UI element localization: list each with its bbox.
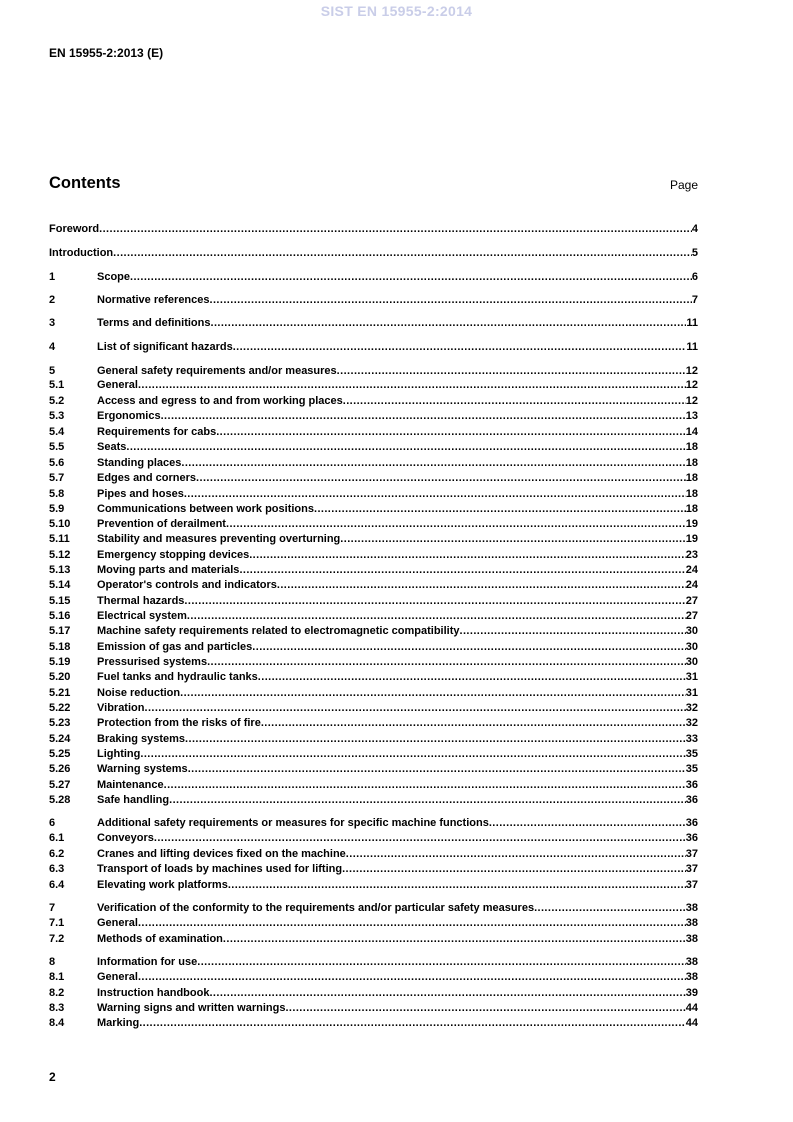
toc-entry[interactable] xyxy=(49,862,698,877)
toc-entry-page: 38 xyxy=(685,917,698,929)
toc-dot-leader xyxy=(144,701,685,716)
toc-entry-page: 36 xyxy=(685,794,698,806)
toc-entry-number: 5.16 xyxy=(49,610,71,622)
toc-entry-page: 23 xyxy=(685,549,698,561)
toc-entry-title: Conveyors xyxy=(97,832,154,844)
toc-entry-page: 6 xyxy=(691,271,698,283)
toc-entry-title: Transport of loads by machines used for lifting xyxy=(97,863,343,875)
toc-entry-page: 44 xyxy=(685,1017,698,1029)
toc-entry-title: Pipes and hoses xyxy=(97,488,184,500)
toc-entry-number: 5.23 xyxy=(49,717,71,729)
toc-entry[interactable] xyxy=(49,762,698,777)
toc-entry[interactable] xyxy=(49,340,698,355)
toc-entry-page: 11 xyxy=(686,341,698,353)
toc-entry-number: 5.19 xyxy=(49,656,71,668)
toc-entry[interactable] xyxy=(49,378,698,393)
toc-entry-page: 5 xyxy=(691,247,698,259)
toc-entry[interactable] xyxy=(49,456,698,471)
toc-entry-page: 38 xyxy=(685,933,698,945)
toc-entry-title: List of significant hazards xyxy=(97,341,233,353)
toc-dot-leader xyxy=(130,270,692,285)
toc-entry-page: 38 xyxy=(685,956,698,968)
toc-entry-number: 7 xyxy=(49,902,56,914)
toc-entry[interactable] xyxy=(49,970,698,985)
toc-dot-leader xyxy=(210,316,686,331)
toc-entry-number: 5.7 xyxy=(49,472,65,484)
toc-entry-page: 38 xyxy=(685,971,698,983)
page-number: 2 xyxy=(49,1070,56,1084)
toc-entry-page: 36 xyxy=(685,779,698,791)
watermark: SIST EN 15955-2:2014 xyxy=(320,3,473,19)
toc-entry-number: 4 xyxy=(49,341,56,353)
toc-entry-number: 3 xyxy=(49,317,56,329)
toc-entry-page: 35 xyxy=(685,748,698,760)
toc-entry-page: 30 xyxy=(685,656,698,668)
toc-entry-page: 30 xyxy=(685,625,698,637)
toc-entry-number: 6.4 xyxy=(49,879,65,891)
toc-entry-title: Elevating work platforms xyxy=(97,879,228,891)
toc-entry-title: Moving parts and materials xyxy=(97,564,240,576)
toc-entry-page: 19 xyxy=(685,533,698,545)
toc-entry-page: 36 xyxy=(685,817,698,829)
toc-entry-title: Verification of the conformity to the requirements and/or particular safety measures xyxy=(97,902,535,914)
toc-dot-leader xyxy=(239,563,685,578)
toc-entry-number: 5.15 xyxy=(49,595,71,607)
toc-entry-page: 44 xyxy=(685,1002,698,1014)
toc-entry[interactable] xyxy=(49,440,698,455)
toc-entry-page: 37 xyxy=(685,863,698,875)
toc-entry-title: Foreword xyxy=(49,223,100,235)
toc-entry-title: General safety requirements and/or measures xyxy=(97,365,337,377)
toc-entry-page: 12 xyxy=(685,379,698,391)
toc-entry[interactable] xyxy=(49,1001,698,1016)
toc-dot-leader xyxy=(340,532,685,547)
toc-entry-number: 5.5 xyxy=(49,441,65,453)
toc-entry-title: Emergency stopping devices xyxy=(97,549,250,561)
toc-entry-number: 5.14 xyxy=(49,579,71,591)
toc-entry[interactable] xyxy=(49,916,698,931)
document-id: EN 15955-2:2013 (E) xyxy=(49,46,164,60)
toc-entry[interactable] xyxy=(49,532,698,547)
toc-dot-leader xyxy=(187,609,686,624)
toc-entry[interactable] xyxy=(49,1016,698,1031)
toc-entry-page: 24 xyxy=(685,564,698,576)
toc-entry[interactable] xyxy=(49,425,698,440)
toc-entry-title: Scope xyxy=(97,271,131,283)
toc-entry-title: Introduction xyxy=(49,247,114,259)
toc-entry-number: 8.2 xyxy=(49,987,65,999)
toc-entry[interactable] xyxy=(49,517,698,532)
toc-dot-leader xyxy=(226,517,686,532)
toc-entry[interactable] xyxy=(49,686,698,701)
toc-entry[interactable] xyxy=(49,502,698,517)
toc-entry-page: 39 xyxy=(685,987,698,999)
toc-entry-title: Thermal hazards xyxy=(97,595,185,607)
toc-dot-leader xyxy=(285,1001,685,1016)
toc-entry-page: 27 xyxy=(685,610,698,622)
toc-entry-page: 11 xyxy=(686,317,698,329)
toc-entry-title: General xyxy=(97,971,138,983)
toc-dot-leader xyxy=(184,487,686,502)
toc-entry-number: 5.9 xyxy=(49,503,65,515)
toc-entry-number: 5.22 xyxy=(49,702,71,714)
toc-entry-number: 5.6 xyxy=(49,457,65,469)
toc-entry[interactable] xyxy=(49,394,698,409)
toc-dot-leader xyxy=(196,471,686,486)
toc-entry-page: 18 xyxy=(685,472,698,484)
toc-entry[interactable] xyxy=(49,831,698,846)
toc-entry[interactable] xyxy=(49,548,698,563)
toc-dot-leader xyxy=(228,878,686,893)
toc-dot-leader xyxy=(169,793,686,808)
toc-entry-number: 5.11 xyxy=(49,533,70,545)
toc-entry[interactable] xyxy=(49,316,698,331)
toc-dot-leader xyxy=(139,1016,686,1031)
toc-entry[interactable] xyxy=(49,878,698,893)
toc-dot-leader xyxy=(252,640,685,655)
toc-dot-leader xyxy=(184,594,685,609)
toc-entry-title: Cranes and lifting devices fixed on the machine xyxy=(97,848,346,860)
toc-entry-page: 35 xyxy=(685,763,698,775)
toc-entry-number: 8 xyxy=(49,956,56,968)
toc-entry-number: 5.27 xyxy=(49,779,71,791)
toc-entry-page: 38 xyxy=(685,902,698,914)
toc-dot-leader xyxy=(164,778,686,793)
toc-entry-number: 5.18 xyxy=(49,641,71,653)
toc-dot-leader xyxy=(154,831,686,846)
toc-entry-title: Edges and corners xyxy=(97,472,197,484)
toc-dot-leader xyxy=(534,901,686,916)
toc-entry-title: Standing places xyxy=(97,457,182,469)
toc-entry-title: Emission of gas and particles xyxy=(97,641,253,653)
toc-entry-page: 12 xyxy=(685,365,698,377)
toc-entry[interactable] xyxy=(49,563,698,578)
toc-entry-number: 5.20 xyxy=(49,671,71,683)
toc-entry-page: 18 xyxy=(685,503,698,515)
toc-entry[interactable] xyxy=(49,624,698,639)
toc-entry[interactable] xyxy=(49,270,698,285)
toc-entry-number: 1 xyxy=(49,271,56,283)
toc-entry[interactable] xyxy=(49,293,698,308)
toc-entry-page: 31 xyxy=(685,687,698,699)
toc-dot-leader xyxy=(209,986,685,1001)
toc-entry-number: 5.25 xyxy=(49,748,71,760)
toc-dot-leader xyxy=(346,847,686,862)
page-column-label: Page xyxy=(669,178,698,192)
toc-entry-title: Stability and measures preventing overturning xyxy=(97,533,341,545)
toc-entry-page: 24 xyxy=(685,579,698,591)
toc-entry-page: 14 xyxy=(685,426,698,438)
toc-dot-leader xyxy=(138,916,686,931)
toc-entry-title: Electrical system xyxy=(97,610,187,622)
toc-entry-title: Maintenance xyxy=(97,779,164,791)
toc-entry-page: 27 xyxy=(685,595,698,607)
toc-entry-number: 7.1 xyxy=(49,917,65,929)
toc-dot-leader xyxy=(261,716,686,731)
toc-entry-title: Prevention of derailment xyxy=(97,518,226,530)
toc-dot-leader xyxy=(216,425,686,440)
toc-dot-leader xyxy=(460,624,686,639)
contents-heading: Contents xyxy=(49,174,121,192)
toc-entry[interactable] xyxy=(49,901,698,916)
toc-entry-page: 19 xyxy=(685,518,698,530)
toc-dot-leader xyxy=(210,293,692,308)
toc-dot-leader xyxy=(138,970,686,985)
toc-entry-page: 36 xyxy=(685,832,698,844)
toc-entry-title: Seats xyxy=(97,441,127,453)
toc-entry-number: 5.17 xyxy=(49,625,71,637)
toc-entry-number: 5.28 xyxy=(49,794,71,806)
toc-entry-number: 8.1 xyxy=(49,971,65,983)
toc-dot-leader xyxy=(185,732,686,747)
toc-entry-page: 4 xyxy=(691,223,698,235)
toc-entry[interactable] xyxy=(49,793,698,808)
toc-entry-page: 37 xyxy=(685,879,698,891)
toc-entry-title: General xyxy=(97,379,138,391)
toc-entry-page: 13 xyxy=(685,410,698,422)
toc-entry[interactable] xyxy=(49,732,698,747)
toc-entry[interactable] xyxy=(49,747,698,762)
toc-dot-leader xyxy=(233,340,687,355)
toc-entry-page: 30 xyxy=(685,641,698,653)
toc-entry-number: 5.3 xyxy=(49,410,65,422)
toc-entry[interactable] xyxy=(49,364,698,379)
toc-entry-title: Instruction handbook xyxy=(97,987,210,999)
toc-entry[interactable] xyxy=(49,609,698,624)
toc-dot-leader xyxy=(343,394,686,409)
toc-entry-number: 5.2 xyxy=(49,395,65,407)
toc-entry-page: 12 xyxy=(685,395,698,407)
toc-entry-number: 5.13 xyxy=(49,564,71,576)
toc-entry-title: General xyxy=(97,917,138,929)
toc-entry-page: 32 xyxy=(685,717,698,729)
toc-entry-number: 6.2 xyxy=(49,848,65,860)
toc-entry-title: Noise reduction xyxy=(97,687,181,699)
toc-entry-title: Protection from the risks of fire xyxy=(97,717,261,729)
toc-entry[interactable] xyxy=(49,578,698,593)
toc-entry-title: Requirements for cabs xyxy=(97,426,217,438)
toc-entry[interactable] xyxy=(49,701,698,716)
toc-dot-leader xyxy=(197,955,686,970)
toc-entry-title: Information for use xyxy=(97,956,198,968)
toc-entry-page: 32 xyxy=(685,702,698,714)
toc-dot-leader xyxy=(342,862,686,877)
toc-entry-title: Pressurised systems xyxy=(97,656,208,668)
toc-dot-leader xyxy=(188,762,686,777)
toc-entry-page: 18 xyxy=(685,457,698,469)
toc-entry-number: 5.10 xyxy=(49,518,71,530)
toc-entry-title: Lighting xyxy=(97,748,141,760)
toc-dot-leader xyxy=(258,670,686,685)
toc-entry-number: 5.4 xyxy=(49,426,65,438)
toc-dot-leader xyxy=(99,222,692,237)
toc-entry-number: 5.24 xyxy=(49,733,71,745)
toc-entry-number: 6 xyxy=(49,817,56,829)
toc-entry-title: Marking xyxy=(97,1017,140,1029)
toc-dot-leader xyxy=(277,578,686,593)
toc-entry-number: 5.26 xyxy=(49,763,71,775)
toc-entry[interactable] xyxy=(49,246,698,261)
toc-entry[interactable] xyxy=(49,816,698,831)
toc-entry-number: 5.8 xyxy=(49,488,65,500)
toc-entry-page: 7 xyxy=(691,294,698,306)
toc-dot-leader xyxy=(140,747,685,762)
toc-entry-title: Ergonomics xyxy=(97,410,161,422)
toc-entry[interactable] xyxy=(49,932,698,947)
toc-entry[interactable] xyxy=(49,487,698,502)
toc-entry[interactable] xyxy=(49,955,698,970)
toc-entry-title: Braking systems xyxy=(97,733,186,745)
toc-entry[interactable] xyxy=(49,222,698,237)
toc-entry[interactable] xyxy=(49,640,698,655)
toc-dot-leader xyxy=(489,816,686,831)
toc-entry[interactable] xyxy=(49,670,698,685)
toc-entry-number: 5.1 xyxy=(49,379,65,391)
toc-dot-leader xyxy=(113,246,692,261)
toc-entry-number: 7.2 xyxy=(49,933,65,945)
toc-dot-leader xyxy=(180,686,686,701)
toc-entry-title: Warning systems xyxy=(97,763,188,775)
toc-entry-page: 31 xyxy=(685,671,698,683)
toc-entry-title: Fuel tanks and hydraulic tanks xyxy=(97,671,258,683)
toc-entry-number: 5.12 xyxy=(49,549,71,561)
toc-dot-leader xyxy=(181,456,685,471)
toc-entry[interactable] xyxy=(49,655,698,670)
toc-entry-title: Safe handling xyxy=(97,794,170,806)
toc-entry[interactable] xyxy=(49,778,698,793)
toc-entry-number: 5 xyxy=(49,365,56,377)
toc-entry-title: Vibration xyxy=(97,702,145,714)
toc-entry-page: 18 xyxy=(685,441,698,453)
toc-entry-title: Warning signs and written warnings xyxy=(97,1002,286,1014)
toc-entry-page: 37 xyxy=(685,848,698,860)
toc-entry-title: Access and egress to and from working places xyxy=(97,395,343,407)
toc-dot-leader xyxy=(223,932,686,947)
toc-entry-number: 8.3 xyxy=(49,1002,65,1014)
toc-entry-title: Methods of examination xyxy=(97,933,223,945)
toc-entry[interactable] xyxy=(49,594,698,609)
toc-entry-number: 5.21 xyxy=(49,687,71,699)
toc-entry[interactable] xyxy=(49,409,698,424)
toc-dot-leader xyxy=(314,502,686,517)
toc-entry-title: Terms and definitions xyxy=(97,317,211,329)
toc-entry-number: 6.3 xyxy=(49,863,65,875)
toc-entry-number: 8.4 xyxy=(49,1017,65,1029)
toc-entry-page: 33 xyxy=(685,733,698,745)
toc-entry-title: Machine safety requirements related to electromagnetic compatibility xyxy=(97,625,460,637)
toc-entry[interactable] xyxy=(49,716,698,731)
toc-dot-leader xyxy=(138,378,686,393)
toc-entry[interactable] xyxy=(49,986,698,1001)
toc-dot-leader xyxy=(249,548,686,563)
toc-entry-title: Communications between work positions xyxy=(97,503,314,515)
toc-entry-title: Normative references xyxy=(97,294,210,306)
toc-dot-leader xyxy=(126,440,685,455)
toc-entry-number: 6.1 xyxy=(49,832,65,844)
toc-entry-number: 2 xyxy=(49,294,56,306)
toc-entry-title: Operator's controls and indicators xyxy=(97,579,277,591)
toc-entry-title: Additional safety requirements or measures for specific machine functions xyxy=(97,817,489,829)
toc-entry[interactable] xyxy=(49,847,698,862)
toc-dot-leader xyxy=(207,655,686,670)
toc-entry-page: 18 xyxy=(685,488,698,500)
toc-dot-leader xyxy=(161,409,686,424)
toc-dot-leader xyxy=(337,364,686,379)
toc-entry[interactable] xyxy=(49,471,698,486)
